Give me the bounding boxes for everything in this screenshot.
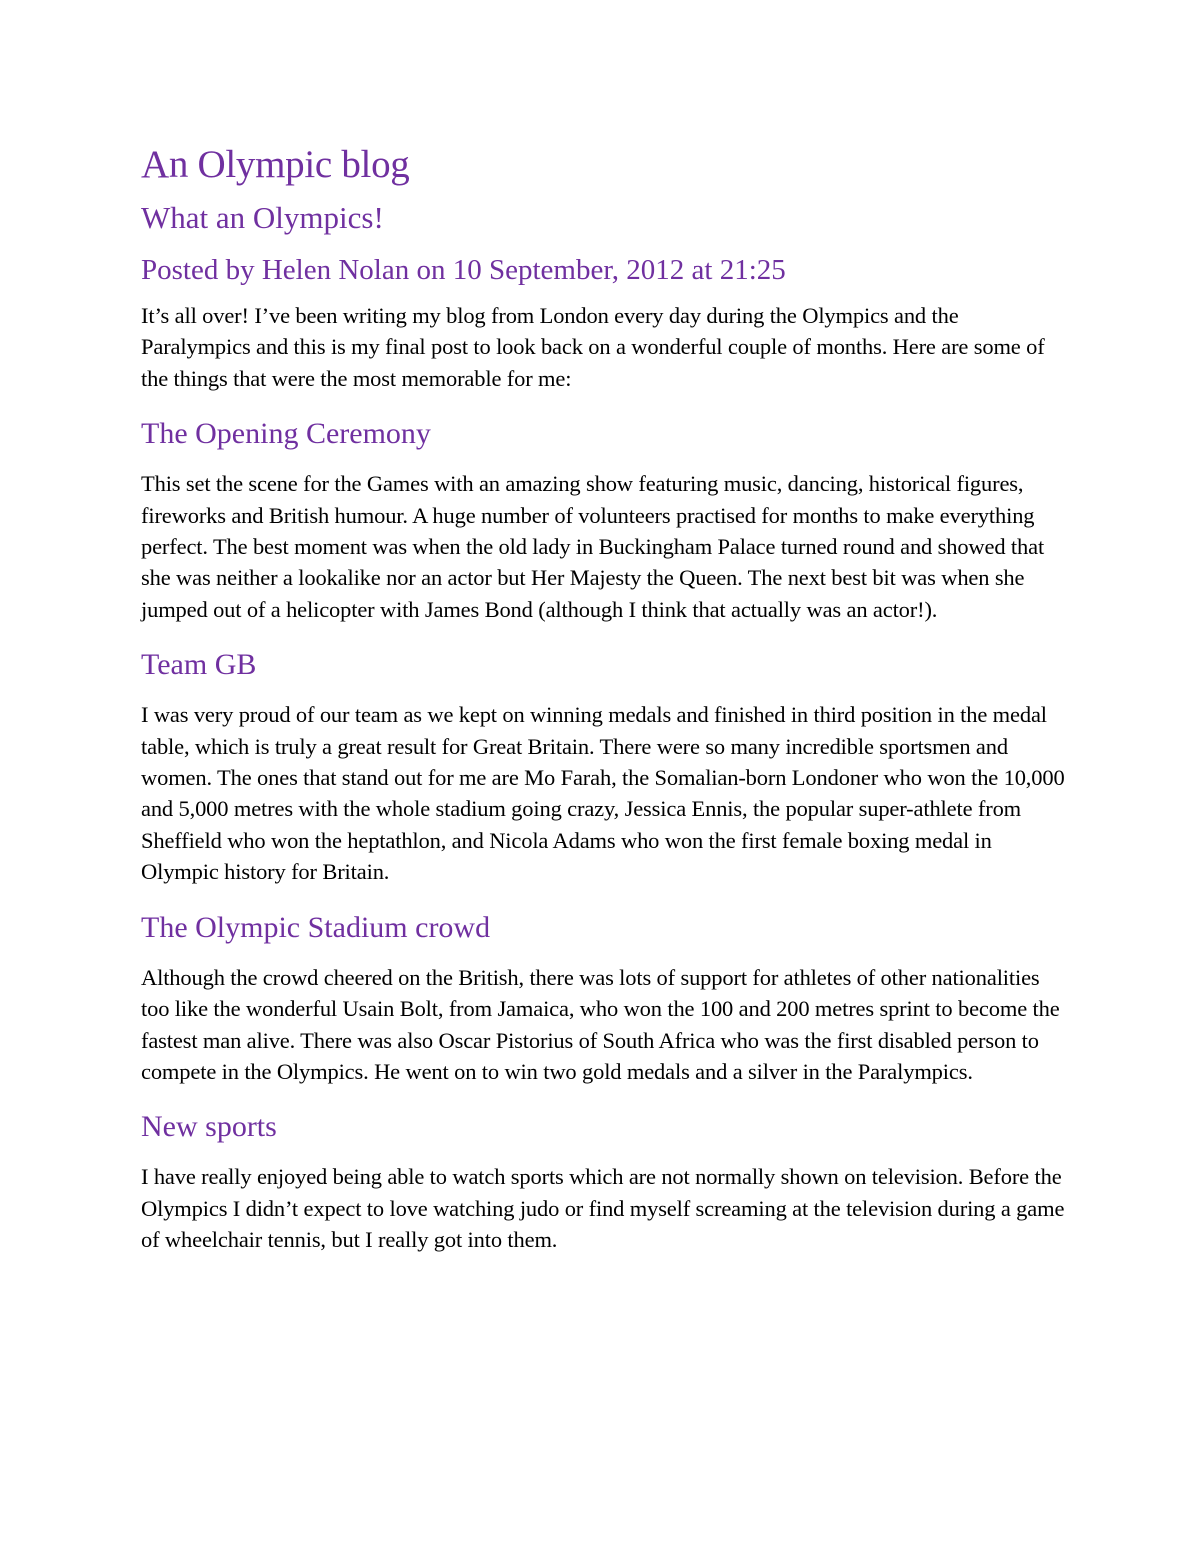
document-page: [141, 142, 1066, 1256]
intro-paragraph: It’s all over! I’ve been writing my blog from London every day during the Olympics and the Paralympics and this is my final post to look back on a wonderful couple of months. Here are some of the things that were the most memorable for me:: [141, 303, 1045, 391]
section-body-team-gb: I was very proud of our team as we kept on winning medals and finished in third position in the medal table, which is truly a great result for Great Britain. There were so many incredible sportsmen and women. The ones that stand out for me are Mo Farah, the Somalian-born Londoner who won the 10,000 and 5,000 metres with the whole stadium going crazy, Jessica Ennis, the popular super-athlete from Sheffield who won the heptathlon, and Nicola Adams who won the first female boxing medal in Olympic history for Britain.: [141, 702, 1065, 885]
document-title: An Olympic blog: [141, 143, 410, 186]
section-body-opening-ceremony: This set the scene for the Games with an amazing show featuring music, dancing, historical figures, fireworks and British humour. A huge number of volunteers practised for months to make everything perfect. The best moment was when the old lady in Buckingham Palace turned round and showed that she was neither a lookalike nor an actor but Her Majesty the Queen. The next best bit was when she jumped out of a helicopter with James Bond (although I think that actually was an actor!).: [141, 471, 1045, 622]
section-body-new-sports: I have really enjoyed being able to watch sports which are not normally shown on television. Before the Olympics I didn’t expect to love watching judo or find myself screaming at the television during a game of wheelchair tennis, but I really got into them.: [141, 1164, 1065, 1253]
post-title: What an Olympics!: [141, 200, 384, 235]
section-heading-team-gb: Team GB: [141, 648, 257, 682]
section-heading-stadium-crowd: The Olympic Stadium crowd: [141, 910, 491, 944]
section-body-stadium-crowd: Although the crowd cheered on the British, there was lots of support for athletes of other nationalities too like the wonderful Usain Bolt, from Jamaica, who won the 100 and 200 metres sprint to become the fastest man alive. There was also Oscar Pistorius of South Africa who was the first disabled person to compete in the Olympics. He went on to win two gold medals and a silver in the Paralympics.: [141, 964, 1060, 1084]
section-heading-new-sports: New sports: [141, 1110, 277, 1144]
section-heading-opening-ceremony: The Opening Ceremony: [141, 417, 431, 451]
post-meta: Posted by Helen Nolan on 10 September, 2012 at 21:25: [141, 254, 786, 286]
